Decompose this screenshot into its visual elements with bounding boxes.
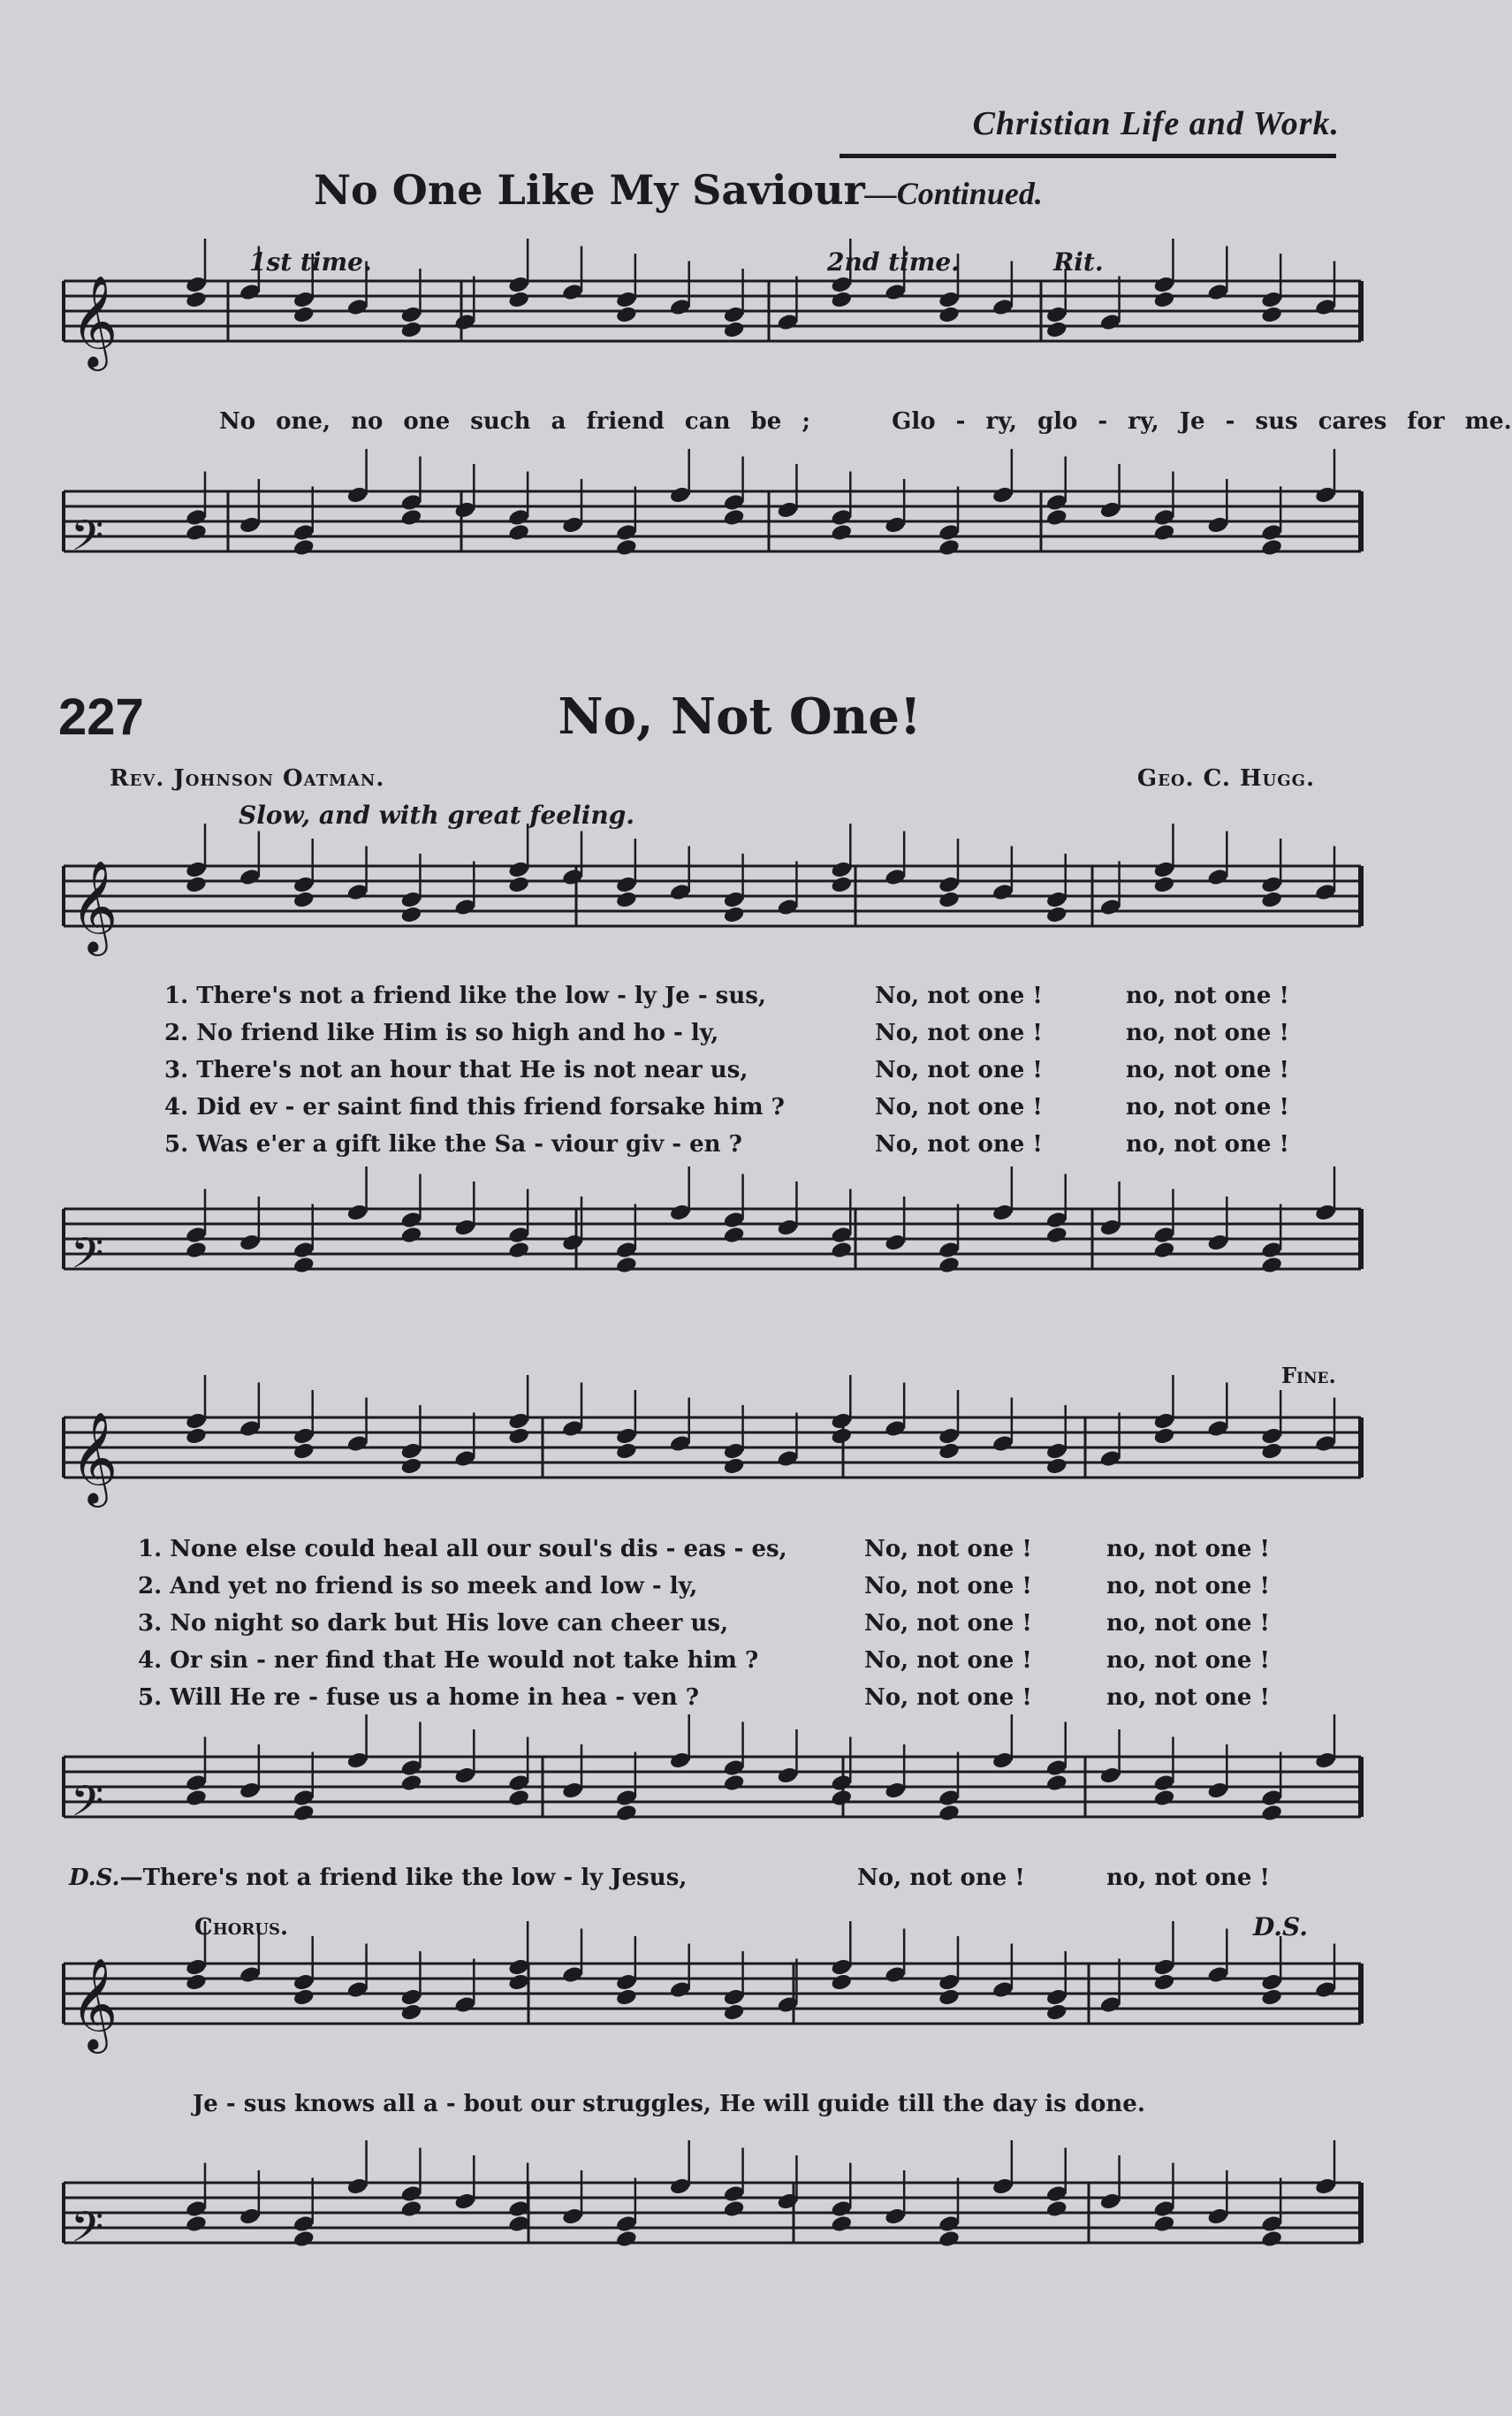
notehead [293,1987,315,2007]
notehead [723,1456,746,1476]
notehead [1260,538,1283,558]
notehead [293,1256,315,1275]
refrain-line: no, not one ! [1106,1536,1270,1562]
notehead [185,2215,208,2234]
hymn-author: Rev. Johnson Oatman. [110,765,385,792]
notehead [400,508,423,528]
refrain-line: no, not one ! [1106,1573,1270,1599]
notehead [507,2215,530,2234]
notehead [1153,1972,1176,1992]
notehead [185,1972,208,1992]
notehead [938,1441,961,1461]
notehead [185,1789,208,1808]
refrain-line: no, not one ! [1126,1094,1289,1121]
verse-number: 1. [164,983,189,1009]
notehead [1045,905,1068,924]
notehead [615,1804,638,1823]
refrain-line: No, not one ! [864,1684,1032,1711]
notehead [938,2230,961,2249]
lyric-word: one such [403,408,531,435]
hymn-number: 227 [58,688,144,746]
refrain-line: No, not one ! [875,1020,1043,1046]
notehead [723,320,746,339]
notehead [830,1789,853,1808]
section-title: Christian Life and Work. [972,105,1340,142]
refrain-line: no, not one ! [1126,1131,1289,1158]
notehead [1260,1804,1283,1823]
notehead [1260,1441,1283,1461]
notehead [185,1426,208,1446]
notehead [507,523,530,543]
verse-number: 2. [138,1573,163,1599]
notehead [1045,1456,1068,1476]
notehead [723,905,746,924]
verse-text: None else could heal all our soul's dis - eas - es, [170,1536,787,1562]
lyric-word: - [1225,408,1235,435]
verse-number: 3. [138,1610,163,1637]
bass-clef-icon: 𝄢 [71,511,104,571]
notehead [1153,1426,1176,1446]
notehead [615,305,638,324]
chorus-lyrics: Je - sus knows all a - bout our struggles, He will guide till the day is done. [193,2091,1145,2117]
refrain-line: No, not one ! [864,1536,1032,1562]
notehead [830,1426,853,1446]
ds-refrain-1: No, not one ! [857,1865,1025,1891]
notehead [1153,2215,1176,2234]
notehead [830,523,853,543]
verse-number: 1. [138,1536,163,1562]
refrain-line: no, not one ! [1106,1647,1270,1674]
note-marks [71,239,1337,2262]
notehead [400,1774,423,1793]
lyric-word: Glo [892,408,936,435]
notehead [185,523,208,543]
notehead [507,1241,530,1260]
verse-number: 4. [164,1094,189,1121]
notehead [507,1426,530,1446]
bass-clef-icon: 𝄢 [71,1228,104,1288]
notehead [938,890,961,909]
notehead [830,2215,853,2234]
notehead [615,1987,638,2007]
verse-text: And yet no friend is so meek and low - ly, [170,1573,698,1599]
ds-label: D.S. [69,1865,120,1891]
bass-clef-icon: 𝄢 [71,2202,104,2262]
notehead [1260,890,1283,909]
notehead [507,875,530,894]
lyric-word: ry, [985,408,1017,435]
bass-clef-icon: 𝄢 [71,1776,104,1836]
hymn-composer: Geo. C. Hugg. [1136,765,1315,792]
ds-refrain-2: no, not one ! [1106,1865,1270,1891]
notehead [723,1774,746,1793]
lyric-word: Je [1179,408,1205,435]
notehead [185,1241,208,1260]
notehead [1260,2230,1283,2249]
notehead [830,875,853,894]
notehead [1045,2002,1068,2022]
notehead [507,290,530,309]
continued-song-name: No One Like My Saviour [314,166,865,214]
notehead [1153,290,1176,309]
notehead [1045,320,1068,339]
notehead [615,2230,638,2249]
verse-text: Did ev - er saint find this friend forsake him ? [196,1094,785,1121]
ds-text: —There's not a friend like the low - ly Jesus, [119,1865,688,1891]
verse-text: No friend like Him is so high and ho - ly, [196,1020,719,1046]
notehead [293,538,315,558]
verse-number: 3. [164,1057,189,1083]
lyric-word: - [1098,408,1108,435]
verse-number: 5. [138,1684,163,1711]
notehead [938,538,961,558]
verse-number: 4. [138,1647,163,1674]
notehead [400,1456,423,1476]
notehead [185,875,208,894]
notehead [293,1441,315,1461]
notehead [830,1972,853,1992]
notehead [723,2199,746,2219]
notehead [615,538,638,558]
refrain-line: No, not one ! [875,1057,1043,1083]
notehead [1260,1987,1283,2007]
notehead [507,1972,530,1992]
notehead [1153,523,1176,543]
lyric-word: ry, [1128,408,1159,435]
notehead [1045,2199,1068,2219]
notehead [185,290,208,309]
continued-label: —Continued. [864,176,1043,211]
refrain-line: No, not one ! [864,1573,1032,1599]
lyric-word: no [351,408,384,435]
notehead [400,1226,423,1245]
notehead [723,2002,746,2022]
notehead [938,305,961,324]
refrain-line: No, not one ! [875,1094,1043,1121]
treble-clef-icon: 𝄞 [71,1411,118,1504]
notehead [293,305,315,324]
lyric-word: one, [276,408,331,435]
notehead [938,1804,961,1823]
notehead [1045,508,1068,528]
notehead [507,1789,530,1808]
second-time-marking: 2nd time. [827,247,960,277]
refrain-line: no, not one ! [1126,1020,1289,1046]
refrain-line: no, not one ! [1126,983,1289,1009]
refrain-line: No, not one ! [875,1131,1043,1158]
lyric-word: me. [1464,408,1512,435]
notehead [830,290,853,309]
notehead [1045,1774,1068,1793]
verse-number: 2. [164,1020,189,1046]
refrain-line: No, not one ! [864,1610,1032,1637]
treble-clef-icon: 𝄞 [71,860,118,953]
refrain-line: no, not one ! [1106,1684,1270,1711]
notehead [293,890,315,909]
notehead [400,2002,423,2022]
notehead [293,2230,315,2249]
notehead [400,320,423,339]
notehead [1260,1256,1283,1275]
treble-clef-icon: 𝄞 [71,275,118,368]
notehead [938,1987,961,2007]
rit-marking: Rit. [1053,247,1104,277]
notehead [615,890,638,909]
notehead [615,1256,638,1275]
notehead [615,1441,638,1461]
chorus-label: Chorus. [194,1914,289,1941]
verse-text: Was e'er a gift like the Sa - viour giv - en ? [196,1131,742,1158]
notehead [1153,875,1176,894]
first-time-marking: 1st time. [249,247,372,277]
notehead [723,508,746,528]
notehead [1153,1241,1176,1260]
chorus-ds-marking: D.S. [1253,1912,1309,1941]
refrain-line: No, not one ! [864,1647,1032,1674]
lyric-word: No [219,408,256,435]
hymn-title: No, Not One! [558,688,922,746]
lyric-word: a friend can be ; [551,408,810,435]
refrain-line: no, not one ! [1126,1057,1289,1083]
refrain-line: No, not one ! [875,983,1043,1009]
notehead [1045,1226,1068,1245]
notehead [293,1804,315,1823]
refrain-line: no, not one ! [1106,1610,1270,1637]
treble-clef-icon: 𝄞 [71,1957,118,2050]
fine-marking: Fine. [1281,1363,1336,1388]
tempo-marking: Slow, and with great feeling. [239,801,635,830]
notehead [938,1256,961,1275]
notehead [400,2199,423,2219]
notehead [830,1241,853,1260]
notehead [723,1226,746,1245]
verse-text: No night so dark but His love can cheer us, [170,1610,729,1637]
notehead [1260,305,1283,324]
verse-number: 5. [164,1131,189,1158]
notehead [400,905,423,924]
verse-text: There's not an hour that He is not near us, [196,1057,748,1083]
notehead [1153,1789,1176,1808]
verse-text: Will He re - fuse us a home in hea - ven ? [170,1684,699,1711]
lyric-word: sus cares for [1255,408,1445,435]
verse-text: There's not a friend like the low - ly Je - sus, [196,983,766,1009]
lyric-word: glo [1037,408,1078,435]
verse-text: Or sin - ner find that He would not take him ? [170,1647,759,1674]
lyric-word: - [955,408,966,435]
